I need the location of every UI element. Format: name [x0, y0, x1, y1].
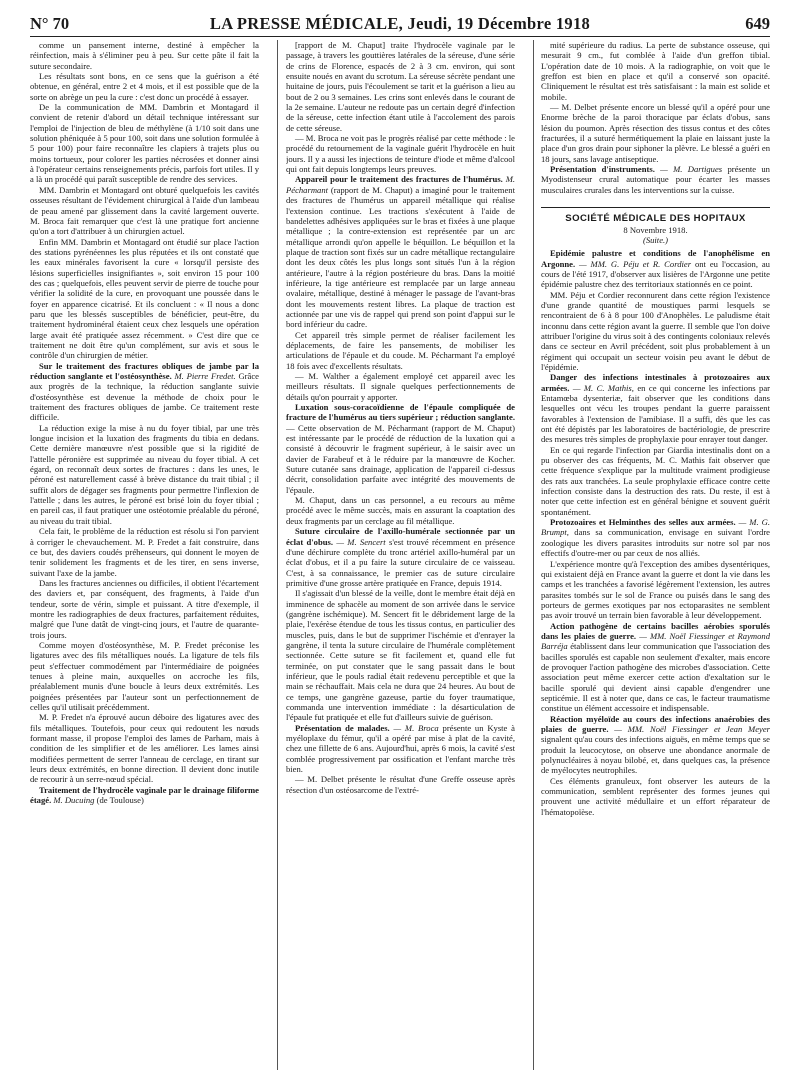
paragraph-text: (rapport de M. Chaput) a imaginé pour le traitement des fractures de l'humérus un appareil métallique qui réalise l'extension continue. Les tractions s'exécutent à l'aide de bandelettes adhésives appliquées sur le bras et fixées à une plaque métallique ; la contre-extension est représentée par un arc métallique arrondi qu'on appelle le béquillon. Le béquillon et la plaque de traction sont fixés sur un cadre métallique rectangulaire dont les deux côtés les plus longs sont situés l'un à la région antérieure, l'autre à la région postérieure du bras. Dans la moitié inférieure, la tige antérieure est remplacée par un large anneau ovalaire, métallique, destiné à ménager le passage de l'avant-bras dont les mouvements restent libres. La plaque de traction est actionnée par une vis de rappel qui prend son point d'appui sur le bord inférieur du cadre. [286, 184, 515, 330]
paragraph [30, 578, 259, 640]
paragraph-text: Ces éléments granuleux, font observer les auteurs de la communication, semblent représenter des formes jeunes qui prouvent une activité médullaire et un effort réparateur de l'hématopoïèse. [541, 775, 770, 817]
paragraph-text: présente un Kyste à myéloplaxe du fémur, qu'il a opéré par mise à plat de la cavité, chez une fillette de 6 ans. Aujourd'hui, après 6 mois, la cavité s'est comblée progressivement par ossification et l'enfant marche très bien. [286, 722, 515, 775]
article-heading: Protozoaires et Helminthes des selles aux armées. [550, 517, 736, 528]
article-author: — M. Sencert [336, 536, 386, 547]
paragraph [541, 776, 770, 817]
article-paragraph [30, 361, 259, 423]
paragraph-text: La réduction exige la mise à nu du foyer tibial, par une très longue incision et la luxation des fragments du tibia en dedans. Cette dernière manœuvre n'est possible que si la rigidité de l'attelle péronière est supprimée au niveau du foyer tibial. A cet égard, on reconnaît deux sortes de fractures : dans les unes, le péroné est naturellement cassé à brève distance du trait tibial ; il suffit alors de dégager ses fragments pour permettre l'inflexion de l'attelle ; dans les autres, le péroné est brisé loin du foyer tibial ; en pareil cas, il faut pratiquer une ostéotomie préalable du péroné, au niveau du trait tibial. [30, 422, 259, 526]
section-date: 8 Novembre 1918. [623, 224, 688, 235]
article-paragraph [30, 785, 259, 806]
paragraph-text: Il s'agissait d'un blessé de la veille, dont le membre était déjà en imminence de sphacèle au moment de son arrivée dans le service (gangrène ischémique). M. Sencert fit le débridement large de la plaie, l'exérèse étendue de tous les tissus contus, en particulier des muscles, puis, dans le but de supprimer l'ischémie et d'enrayer la gangrène, il tenta la suture circulaire de l'humérale complètement sectionnée. Cette suture se fit facilement et, quand elle fut terminée, on put constater que le sang passait dans le bout inférieur, que le pouls radial était redevenu perceptible et que la main se réchauffait. Mais cela ne dura que 24 heures. Au bout de ce temps, une gangrène gazeuse, partie du foyer traumatique, commanda une intervention immédiate : la désarticulation de l'épaule fut pratiquée et elle fut d'ailleurs suivie de guérison. [286, 588, 515, 723]
paragraph [286, 40, 515, 133]
paragraph-text: MM. Péju et Cordier reconnurent dans cette région l'existence d'une grande quantité de moustiques parmi lesquels se rencontraient de 6 à 8 pour 100 d'Anophèles. Le paludisme était inconnu dans cette région avant la guerre. Il semble que l'on doive attribuer l'origine du virus soit à des contingents coloniaux relevés dans ce secteur en Avril précédent, soit plus probablement à un régiment qui occupait un secteur voisin peu avant le début de l'épidémie. [541, 289, 770, 372]
paragraph-text: Comme moyen d'ostéosynthèse, M. P. Fredet préconise les ligatures avec des fils métalliques noués. La ligature de tels fils peut s'effectuer commodément par l'intermédiaire de poignées tenues à pleine main, auxquelles on accroche les fils, préalablement munis d'une boucle à leurs deux extrémités. Les poignées présentées par l'auteur sont un perfectionnement de celles qu'il utilisait précédemment. [30, 639, 259, 712]
paragraph [30, 102, 259, 185]
paragraph [30, 640, 259, 712]
article-paragraph [541, 714, 770, 776]
paragraph-text: En ce qui regarde l'infection par Giardia intestinalis dont on a pu observer des cas fréquents, M. C. Mathis fait observer que cette fréquence s'explique par la multitude vraiment prodigieuse des rats aux tranchées. La seule prophylaxie efficace contre cette infection consiste dans la destruction des rats. Du reste, il est à noter que cette infection est en général bénigne et souvent guérit spontanément. [541, 444, 770, 517]
article-paragraph [286, 174, 515, 329]
journal-title: LA PRESSE MÉDICALE, Jeudi, 19 Décembre 1918 [209, 14, 591, 33]
article-author: — M. C. Mathis, [572, 382, 634, 393]
paragraph [30, 423, 259, 526]
article-heading: Présentation de malades. [295, 722, 390, 733]
paragraph-text: M. P. Fredet n'a éprouvé aucun déboire des ligatures avec des fils métalliques. Toutefois, pour ceux qui redoutent les nœuds formant masse, il propose l'emploi des lames de Parham, mais à condition de les simplifier et de les améliorer. Les lames ainsi modifiées permettent de serrer l'anneau de cerclage, en tirant sur leurs deux extrémités, en bonne direction. Il devient donc inutile de recourir à un serre-nœud spécial. [30, 712, 259, 785]
paragraph [30, 71, 259, 102]
column-divider [277, 40, 278, 1070]
paragraph-text: L'expérience montre qu'à l'exception des amibes dysentériques, qui existaient déjà en France avant la guerre et dont la vie dans les camps et les tranchées a favorisé légèrement l'extension, les autres parasites tombés sur le sol de France ou puisés dans le sang des porteurs de germes exotiques par nos ectoparasites ne semblent pas avoir trouvé un terrain bien favorable à leur développement. [541, 558, 770, 621]
paragraph-text: présente un Myodistenseur crural automatique pour écarter les masses musculaires crurales dans les interventions sur la cuisse. [541, 164, 770, 195]
paragraph [286, 495, 515, 526]
paragraph-text: MM. Dambrin et Montagard ont obturé quelquefois les cavités osseuses résultant de l'évidement chirurgical à l'aide d'un lambeau de peau amené par glissement dans la cavité largement ouverte. M. Broca fait remarquer que c'est là une pratique fort ancienne qu'on a tort d'attribuer à un chirurgien actuel. [30, 184, 259, 237]
article-paragraph [286, 526, 515, 588]
paragraph [541, 445, 770, 517]
article-heading: Traitement de l'hydrocèle vaginale par le drainage filiforme étagé. [30, 784, 259, 806]
paragraph [30, 185, 259, 237]
article-heading: Suture circulaire de l'axillo-humérale sectionnée par un éclat d'obus. [286, 526, 515, 547]
paragraph-text: dans sa communication, envisage en suivant l'ordre zoologique les divers parasites introduits sur notre sol par nos effectifs d'outre-mer ou par ceux de nos alliés. [541, 527, 770, 559]
paragraph [286, 588, 515, 722]
article-heading: Présentation d'instruments. [550, 164, 655, 175]
paragraph [286, 371, 515, 402]
paragraph-text: s'est trouvé récemment en présence d'une déchirure complète du tronc artériel axillo-huméral par un éclat d'obus, et il a pu faire la suture circulaire de ce vaisseau. C'est, à sa connaissance, le premier cas de suture circulaire primitive d'une grosse artère pratiquée en France, depuis 1914. [286, 536, 515, 588]
paragraph-text: [rapport de M. Chaput] traite l'hydrocèle vaginale par le passage, à travers les gouttières latérales de la séreuse, d'une série de crins de Florence, espacés de 2 à 3 cm. environ, qui sont ensuite noués en avant du scrotum. La séreuse sécrète pendant une huitaine de jours, puis l'écoulement se tarit et la guérison a lieu au bout de 2 ou 3 semaines. Les crins sont enlevés dans le courant de la 2e semaine. L'auteur ne redoute pas un certain degré d'infection de la séreuse, cette infection étant utile à l'accolement des parois de cette séreuse. [286, 40, 515, 133]
paragraph-text: M. Chaput, dans un cas personnel, a eu recours au même procédé avec le même succès, mais en assurant la coaptation des deux fragments par un cerclage au fil métallique. [286, 495, 515, 526]
article-heading: Epidémie palustre et conditions de l'anophélisme en Argonne. [541, 248, 770, 269]
page-number: 649 [745, 14, 770, 33]
article-paragraph [286, 402, 515, 495]
paragraph-text: — M. Walther a également employé cet appareil avec les meilleurs résultats. Il signale quelques perfectionnements de détails qu'on pourrait y apporter. [286, 371, 515, 402]
paragraph-text: signalent qu'au cours des infections aiguës, en même temps que se produit la leucocytose, on observe une abondance anormale de polynucléaires à noyau bilobé, et, dans quelques cas, la présence de myélocytes neutrophiles. [541, 734, 770, 776]
article-author: — M. Dartigues [660, 164, 723, 175]
article-paragraph [286, 723, 515, 775]
paragraph-text: — M. Broca ne voit pas le progrès réalisé par cette méthode : le procédé du retournement de la vaginale guérit l'hydrocèle en huit jours. Il y a aussi les injections de teinture d'iode et même d'alcool qui ont fait depuis longtemps leurs preuves. [286, 133, 515, 175]
paragraph-text: (de Toulouse) [96, 795, 144, 806]
text-column-2 [286, 40, 515, 1070]
paragraph [541, 559, 770, 621]
paragraph [286, 133, 515, 174]
paragraph [286, 330, 515, 371]
article-paragraph [541, 164, 770, 195]
paragraph [286, 774, 515, 795]
text-column-1 [30, 40, 259, 1070]
article-paragraph [541, 372, 770, 444]
article-heading: Danger des infections intestinales à protozoaires aux armées. [541, 372, 770, 393]
article-paragraph [541, 517, 770, 558]
paragraph [30, 526, 259, 578]
article-heading: Action pathogène de certains bacilles aérobies sporulés dans les plaies de guerre. [541, 620, 770, 641]
section-heading: SOCIÉTÉ MÉDICALE DES HOPITAUX [541, 207, 770, 224]
article-heading: Sur le traitement des fractures obliques de jambe par la réduction sanglante et l'ostéosynthèse. [30, 360, 259, 381]
article-heading: Réaction myéloïde au cours des infections anaérobies des plaies de guerre. [541, 713, 770, 734]
paragraph-text: Les résultats sont bons, en ce sens que la guérison a été obtenue, en général, entre 2 et 4 mois, et il est possible que de la sorte on abrège un peu la cure : c'est donc un procédé à essayer. [30, 71, 259, 102]
paragraph-text: Dans les fractures anciennes ou difficiles, il obtient l'écartement des daviers et, par conséquent, des fragments, à l'aide d'un tendeur, sorte de vérin, simple et puissant. A titre d'exemple, il montre les radiographies de deux fractures, parfaitement réduites, malgré que l'une datât de vingt-cinq jours, et l'autre de quarante-trois jours. [30, 577, 259, 640]
article-author: — M. Broca [393, 722, 439, 733]
article-author: M. Ducuing [53, 795, 95, 806]
header-rule [30, 36, 770, 37]
article-paragraph [541, 248, 770, 289]
article-author: — MM. Noël Fiessinger et Raymond Barréja [541, 630, 770, 652]
paragraph-text: De la communication de MM. Dambrin et Montagard il convient de retenir d'abord un détail technique intéressant sur l'emploi de l'injection de bleu de méthylène (à 1/10 soit dans une solution phéniquée à 5 pour 100, soit dans une solution formulée à 5 pour 100) pour faire reconnaître les clapiers à trajets plus ou moins tortueux, pour colorer les parties nécrosées et donner ainsi à l'opérateur certains renseignements précis, parfois fort utiles. Il y a là un procédé qui paraît susceptible de rendre des services. [30, 102, 259, 185]
section-suite: (Suite.) [642, 234, 669, 245]
paragraph-text: — M. Delbet présente encore un blessé qu'il a opéré pour une Enorme brèche de la paroi thoracique par éclats d'obus, sans lésion du poumon. Après résection des tissus contus et des côtes fracturées, il a suturé hermétiquement la plaie en laissant juste la place d'un gros drain pour siphoner la plèvre. Le blessé a guéri en 18 jours, sans lavage antiseptique. [541, 102, 770, 164]
paragraph-text: Cela fait, le problème de la réduction est résolu si l'on parvient à corriger le chevauchement. M. P. Fredet a fait construire, dans ce but, des daviers coudés préhenseurs, qui donnent le moyen de tenir solidement les fragments et de les tirer, en sens inverse, suivant l'axe de la jambe. [30, 526, 259, 578]
paragraph-text: Enfin MM. Dambrin et Montagard ont étudié sur place l'action des stations pyrénéennes les plus réputées et ils ont constaté que les eaux minérales favorisent la cure « lorsqu'il persiste des lésions superficielles insignifiantes », soit environ 15 pour 100 des cas ; quelquefois, elles peuvent servir de pierre de touche pour vérifier la solidité de la cure, en provoquant une poussée dans le foyer en apparence cicatrisé. Et ils concluent : « Il nous a donc paru que les blessés susceptibles de bénéficier, peut-être, du traitement hydrominéral étaient ceux chez lesquels une opération large avait été pratiquée assez récemment. » C'est dire que ce traitement ne doit être qu'un complément, sur avis et sous le contrôle d'un chirurgien de métier. [30, 236, 259, 361]
paragraph [30, 40, 259, 71]
article-heading: Luxation sous-coracoïdienne de l'épaule compliquée de fracture de l'humérus au tiers supérieur ; réduction sanglante. [286, 402, 515, 423]
paragraph [541, 290, 770, 373]
text-column-3 [541, 40, 770, 1070]
paragraph-text: Cet appareil très simple permet de réaliser facilement les déplacements, de faire les pansements, de mobiliser les articulations de l'épaule et du coude. M. Pécharmant l'a employé 18 fois avec d'excellents résultats. [286, 329, 515, 371]
paragraph-text: — Cette observation de M. Pécharmant (rapport de M. Chaput) est intéressante par le procédé de réduction de la luxation qui a consisté à découvrir le fragment supérieur, à le saisir avec un davier de Farabeuf et à le réduire par la manœuvre de Kocher. Suture cutanée sans drainage, application de l'appareil ci-dessus décrit, consolidation parfaite avec intégrité des mouvements de l'épaule. [286, 422, 515, 495]
article-author: — MM. Noël Fiessinger et Jean Meyer [614, 724, 770, 734]
article-author: M. Pierre Fredet. [174, 371, 236, 381]
paragraph-text: comme un pansement interne, destiné à empêcher la réinfection, mais à s'éliminer peu à peu. Sur cette pâte il fait la suture secondaire. [30, 40, 259, 71]
paragraph [541, 40, 770, 102]
paragraph [541, 102, 770, 164]
paragraph [30, 712, 259, 784]
article-author: M. Pécharmant [286, 174, 515, 195]
paragraph [30, 237, 259, 361]
paragraph-text: — M. Delbet présente le résultat d'une Greffe osseuse après résection d'un ostéosarcome de l'extré- [286, 774, 515, 795]
article-paragraph [541, 621, 770, 714]
paragraph-text: mité supérieure du radius. La perte de substance osseuse, qui mesurait 9 cm., fut comblée à l'aide d'un greffon tibial. L'opération date de 10 mois. A la radiographie, on voit que le greffon est bien en place et qu'il a conservé son opacité. Cliniquement le résultat est très satisfaisant : la main est solide et mobile. [541, 40, 770, 102]
paragraph-text: en ce qui concerne les infections par Entamœba dysenteriæ, fait observer que les conditions dans lesquelles ont vécu les troupes pendant la guerre paraissent favorables à l'extension de l'amibiase. Il a suffi, dès que les cas ont été dépistés par les laboratoires de bactériologie, de prescrire des mesures très simples de prophylaxie pour enrayer tout danger. [541, 382, 770, 445]
article-heading: Appareil pour le traitement des fractures de l'humérus. [295, 174, 503, 185]
paragraph-text: ont eu l'occasion, au cours de l'été 1917, d'observer aux lisières de l'Argonne une petite épidémie palustre chez des territoriaux stationnés en ce point. [541, 258, 770, 290]
paragraph-text: Grâce aux progrès de la technique, la réduction sanglante suivie d'ostéosynthèse est devenue la méthode de choix pour le traitement des fractures obliques de jambe. Ce traitement reste difficile. [30, 371, 259, 423]
column-divider [533, 40, 534, 1070]
article-author: — M. G. Brumpt, [541, 517, 770, 538]
page-header [30, 14, 770, 36]
paragraph-text: établissent dans leur communication que l'association des bacilles sporulés est capable non seulement d'exalter, mais encore de provoquer l'action pathogène des microbes d'association. Cette association peut même exercer cette action d'exaltation sur le bacille sporulé qui devient ainsi capable d'engendrer une septicémie. Il est à noter que, dans ce cas, le facteur traumatisme constitue un élément accessoire et indispensable. [541, 641, 770, 714]
article-author: — MM. G. Péju et R. Cordier [579, 258, 692, 269]
issue-number: N° 70 [30, 14, 70, 33]
